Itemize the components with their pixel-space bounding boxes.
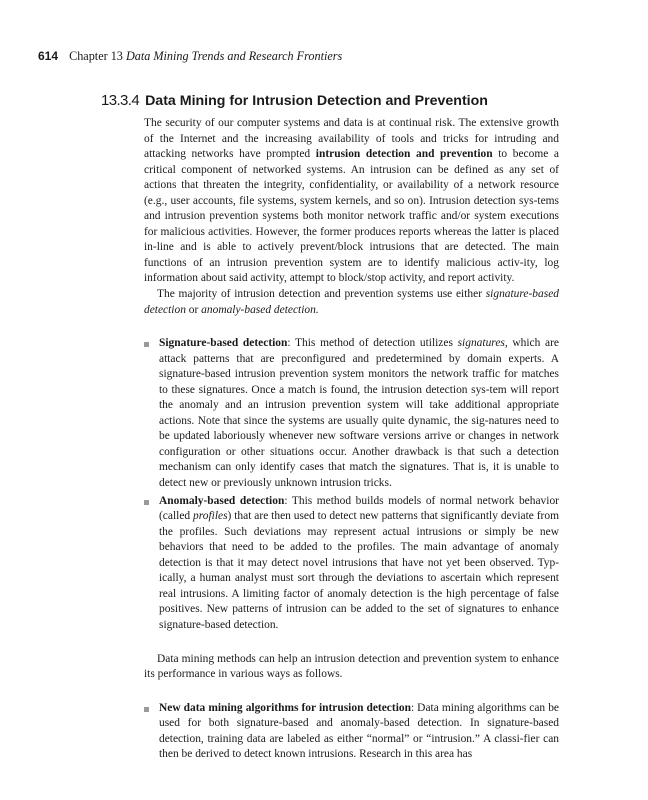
paragraph-intro-text-b: to become a critical component of networked systems. An intrusion can be defined as any set of actions that threaten the integrity, confidentiality, or availability of a network resource (e.g., user accounts, file systems, system kernels, and so on). Intrusion detection sys-tems and intrusion prevention systems both monitor network traffic and/or system executions for malicious activities. However, the former produces reports whereas the latter is placed in-line and is able to actively prevent/block intrusions that are detected. The main functions of an intrusion prevention system are to identify malicious activ-ity, log information about said activity, attempt to block/stop activity, and report activity. bbox=[144, 148, 560, 285]
list-item-algorithms bbox=[144, 701, 559, 763]
paragraph-intro-bold: intrusion detection and prevention bbox=[315, 148, 493, 161]
bullet-square-icon bbox=[144, 707, 149, 712]
bullet-term: New data mining algorithms for intrusion detection bbox=[159, 701, 411, 714]
data-mining-ways-list bbox=[144, 701, 559, 763]
chapter-label: Chapter 13 bbox=[69, 49, 123, 63]
chapter-title: Data Mining Trends and Research Frontiers bbox=[125, 49, 343, 63]
paragraph-majority-text-a: The majority of intrusion detection and prevention systems use either bbox=[157, 288, 486, 301]
paragraph-data-mining: Data mining methods can help an intrusion detection and prevention system to enhance its performance in various ways as follows. bbox=[144, 652, 559, 681]
paragraph-majority bbox=[144, 287, 559, 318]
bullet-text-a: : This method of detection utilizes bbox=[287, 337, 458, 350]
section-number: 13.3.4 bbox=[101, 92, 140, 109]
paragraph-majority-italic-2: anomaly-based detection. bbox=[201, 303, 319, 316]
paragraph-intro-text-a: The security of our computer systems and data is at continual risk. The extensive growth of the Internet and the increasing availability of tools and tricks for intruding and attacking networks have prompted bbox=[144, 117, 559, 161]
bullet-term: Signature-based detection bbox=[159, 337, 288, 350]
paragraph-majority-text-b: or bbox=[185, 303, 202, 316]
list-item-anomaly bbox=[144, 494, 559, 634]
bullet-italic: profiles bbox=[193, 510, 228, 523]
bullet-term: Anomaly-based detection bbox=[159, 494, 285, 507]
bullet-italic: signatures, bbox=[457, 337, 508, 350]
bullet-square-icon bbox=[144, 342, 149, 347]
bullet-text-b: ) that are then used to detect new patterns that significantly deviate from the profiles. Such deviations may represent actual intrusions or simply be new behaviors that need to be added to the profiles. The main advantage of anomaly detection is that it may detect novel intrusions that have not yet been observed. Typ-ically, a human analyst must sort through the deviations to ascertain which represent real intrusions. A limiting factor of anomaly detection is the high percentage of false positives. New patterns of intrusion can be added to the set of signatures to enhance signature-based detection. bbox=[159, 510, 559, 631]
page-number: 614 bbox=[38, 49, 59, 63]
bullet-text-b: which are attack patterns that are preconfigured and predetermined by domain experts. A signature-based intrusion prevention system monitors the network traffic for matches to these signatures. Once a match is found, the intrusion detection sys-tem will report the anomaly and an intrusion prevention system will take additional appropriate actions. Note that since the systems are usually quite dynamic, the sig-natures need to be updated laboriously whenever new software versions arrive or changes in network configuration or other situations occur. Another drawback is that such a detection mechanism can only identify cases that match the signatures. That is, it is unable to detect new or previously unknown intrusion tricks. bbox=[159, 337, 560, 490]
bullet-text-a: : This method builds models of normal network behavior (called bbox=[159, 494, 559, 523]
section-heading bbox=[101, 91, 488, 111]
paragraph-intro bbox=[144, 116, 559, 287]
bullet-square-icon bbox=[144, 500, 149, 505]
bullet-text: : Data mining algorithms can be used for both signature-based and anomaly-based detection. In signature-based detection, training data are labeled as either “normal” or “intrusion.” A classi-fier can then be derived to detect known intrusions. Research in this area has bbox=[159, 701, 559, 761]
list-item-signature bbox=[144, 336, 559, 491]
body-text bbox=[144, 116, 559, 763]
section-title: Data Mining for Intrusion Detection and Prevention bbox=[145, 93, 488, 109]
running-head bbox=[38, 48, 342, 64]
detection-types-list bbox=[144, 336, 559, 633]
paragraph-majority-italic-1: signature-based detection bbox=[144, 288, 559, 316]
